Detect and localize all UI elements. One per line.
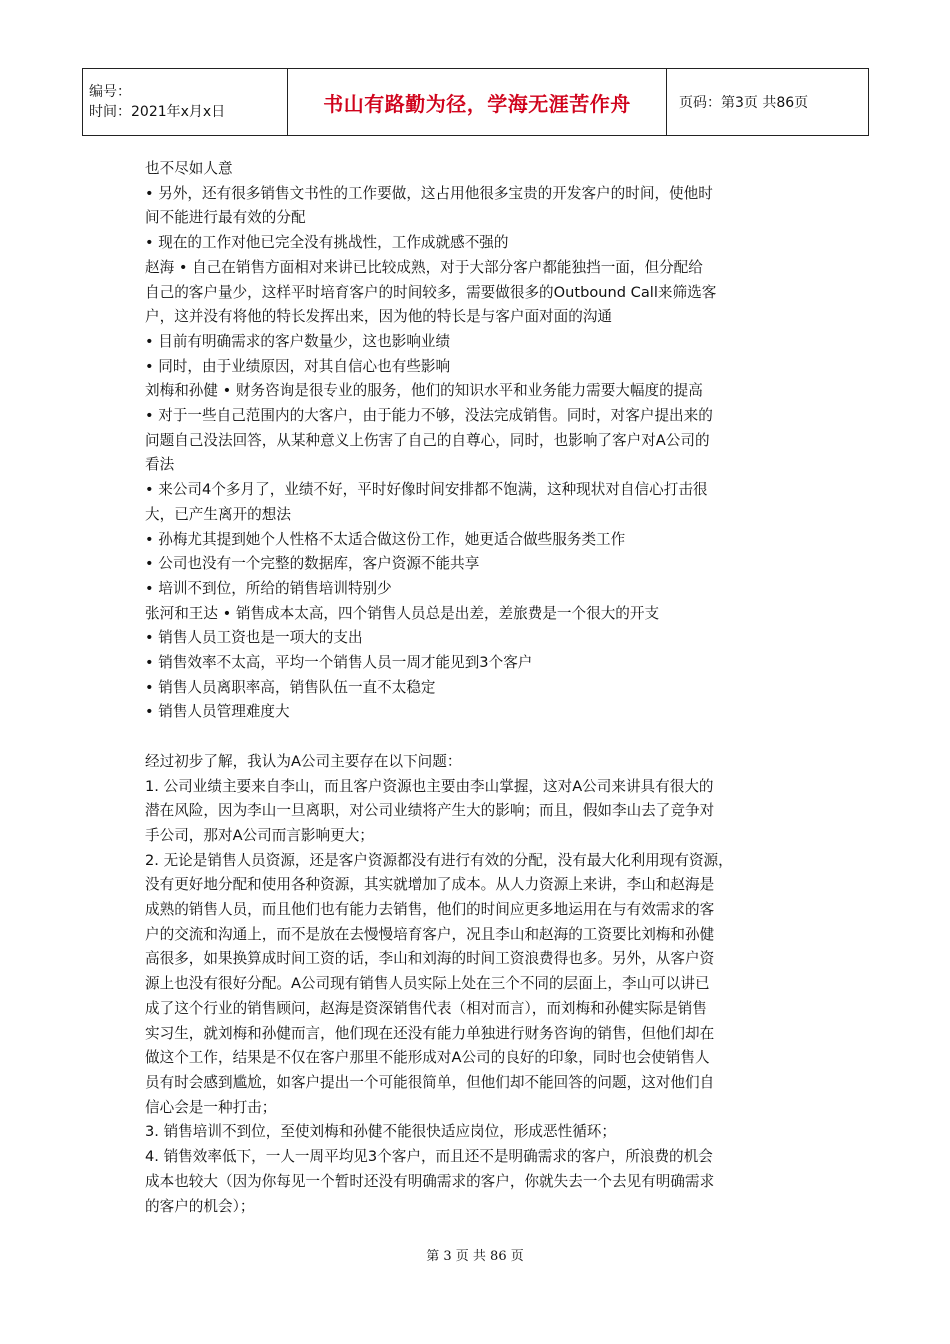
text-line: 做这个工作，结果是不仅在客户那里不能形成对A公司的良好的印象，同时也会使销售人 [145,1049,710,1067]
text-line: 信心会是一种打击； [145,1098,277,1116]
text-line: 经过初步了解，我认为A公司主要存在以下问题： [145,752,462,770]
header-motto: 书山有路勤为径，学海无涯苦作舟 [288,69,667,136]
text-line: 看法 [145,456,175,474]
text-line: • 来公司4个多月了，业绩不好，平时好像时间安排都不饱满，这种现状对自信心打击很 [145,481,708,499]
text-line: • 同时，由于业绩原因，对其自信心也有些影响 [145,357,451,375]
text-line: 实习生，就刘梅和孙健而言，他们现在还没有能力单独进行财务咨询的销售，但他们却在 [145,1024,715,1042]
text-line: 员有时会感到尴尬，如客户提出一个可能很简单，但他们却不能回答的问题，这对他们自 [145,1074,715,1091]
text-line: • 现在的工作对他已完全没有挑战性，工作成就感不强的 [145,234,509,252]
text-line: • 公司也没有一个完整的数据库，客户资源不能共享 [145,555,480,573]
text-line: 户，这并没有将他的特长发挥出来，因为他的特长是与客户面对面的沟通 [145,308,613,326]
text-line: • 销售效率不太高，平均一个销售人员一周才能见到3个客户 [145,654,533,672]
header-meta [83,69,288,136]
page-header [82,68,869,136]
blank-line [145,725,813,750]
text-line: 2. 无论是销售人员资源，还是客户资源都没有进行有效的分配，没有最大化利用现有资源， [145,851,733,869]
text-line: 潜在风险，因为李山一旦离职，对公司业绩将产生大的影响；而且，假如李山去了竞争对 [145,802,715,820]
text-line: 大，已产生离开的想法 [145,505,291,523]
text-line: 1. 公司业绩主要来自李山，而且客户资源也主要由李山掌握，这对A公司来讲具有很大的 [145,777,714,795]
text-line: • 另外，还有很多销售文书性的工作要做，这占用他很多宝贵的开发客户的时间，使他时 [145,184,713,202]
text-line: 成熟的销售人员，而且他们也有能力去销售，他们的时间应更多地运用在与有效需求的客 [145,901,715,919]
text-line: 3. 销售培训不到位，至使刘梅和孙健不能很快适应岗位，形成恶性循环； [145,1123,616,1141]
text-line: • 销售人员离职率高，销售队伍一直不太稳定 [145,678,436,696]
text-line: 户的交流和沟通上，而不是放在去慢慢培育客户，况且李山和赵海的工资要比刘梅和孙健 [145,925,715,943]
text-line: 问题自己没法回答，从某种意义上伤害了自己的自尊心，同时，也影响了客户对A公司的 [145,431,710,449]
text-line: 成了这个行业的销售顾问，赵海是资深销售代表（相对而言），而刘梅和孙健实际是销售 [145,999,707,1017]
page-footer: 第 3 页 共 86 页 [426,1249,524,1264]
text-line: 刘梅和孙健 • 财务咨询是很专业的服务，他们的知识水平和业务能力需要大幅度的提高 [145,382,703,400]
text-line: 手公司，那对A公司而言影响更大； [145,826,374,844]
text-line: • 销售人员工资也是一项大的支出 [145,629,363,647]
document-number-label: 编号： [89,84,131,100]
text-line: 的客户的机会）； [145,1197,255,1215]
text-line: 张河和王达 • 销售成本太高，四个销售人员总是出差，差旅费是一个很大的开支 [145,604,660,622]
text-line: • 目前有明确需求的客户数量少，这也影响业绩 [145,332,451,350]
document-time: 时间：2021年x月x日 [89,104,226,120]
text-line: 源上也没有很好分配。A公司现有销售人员实际上处在三个不同的层面上，李山可以讲已 [145,975,710,993]
text-line: • 孙梅尤其提到她个人性格不太适合做这份工作，她更适合做些服务类工作 [145,530,626,548]
text-line: 4. 销售效率低下，一人一周平均见3个客户，而且还不是明确需求的客户，所浪费的机会 [145,1148,713,1166]
text-line: 成本也较大（因为你每见一个暂时还没有明确需求的客户，你就失去一个去见有明确需求 [145,1172,715,1190]
text-line: • 对于一些自己范围内的大客户，由于能力不够，没法完成销售。同时，对客户提出来的 [145,407,713,425]
text-line: 也不尽如人意 [145,160,233,177]
text-line: 没有更好地分配和使用各种资源，其实就增加了成本。从人力资源上来讲，李山和赵海是 [145,876,715,894]
text-line: 间不能进行最有效的分配 [145,209,306,227]
text-line: 自己的客户量少，这样平时培育客户的时间较多，需要做很多的Outbound Call来筛选客 [145,283,717,301]
text-line: • 销售人员管理难度大 [145,703,290,721]
header-page-info: 页码：第3页 共86页 [667,69,869,136]
text-line: 高很多，如果换算成时间工资的话，李山和刘海的时间工资浪费得也多。另外，从客户资 [145,950,715,968]
document-body [145,157,813,1219]
text-line: • 培训不到位，所给的销售培训特别少 [145,579,392,597]
text-line: 赵海 • 自己在销售方面相对来讲已比较成熟，对于大部分客户都能独挡一面，但分配给 [145,258,703,276]
